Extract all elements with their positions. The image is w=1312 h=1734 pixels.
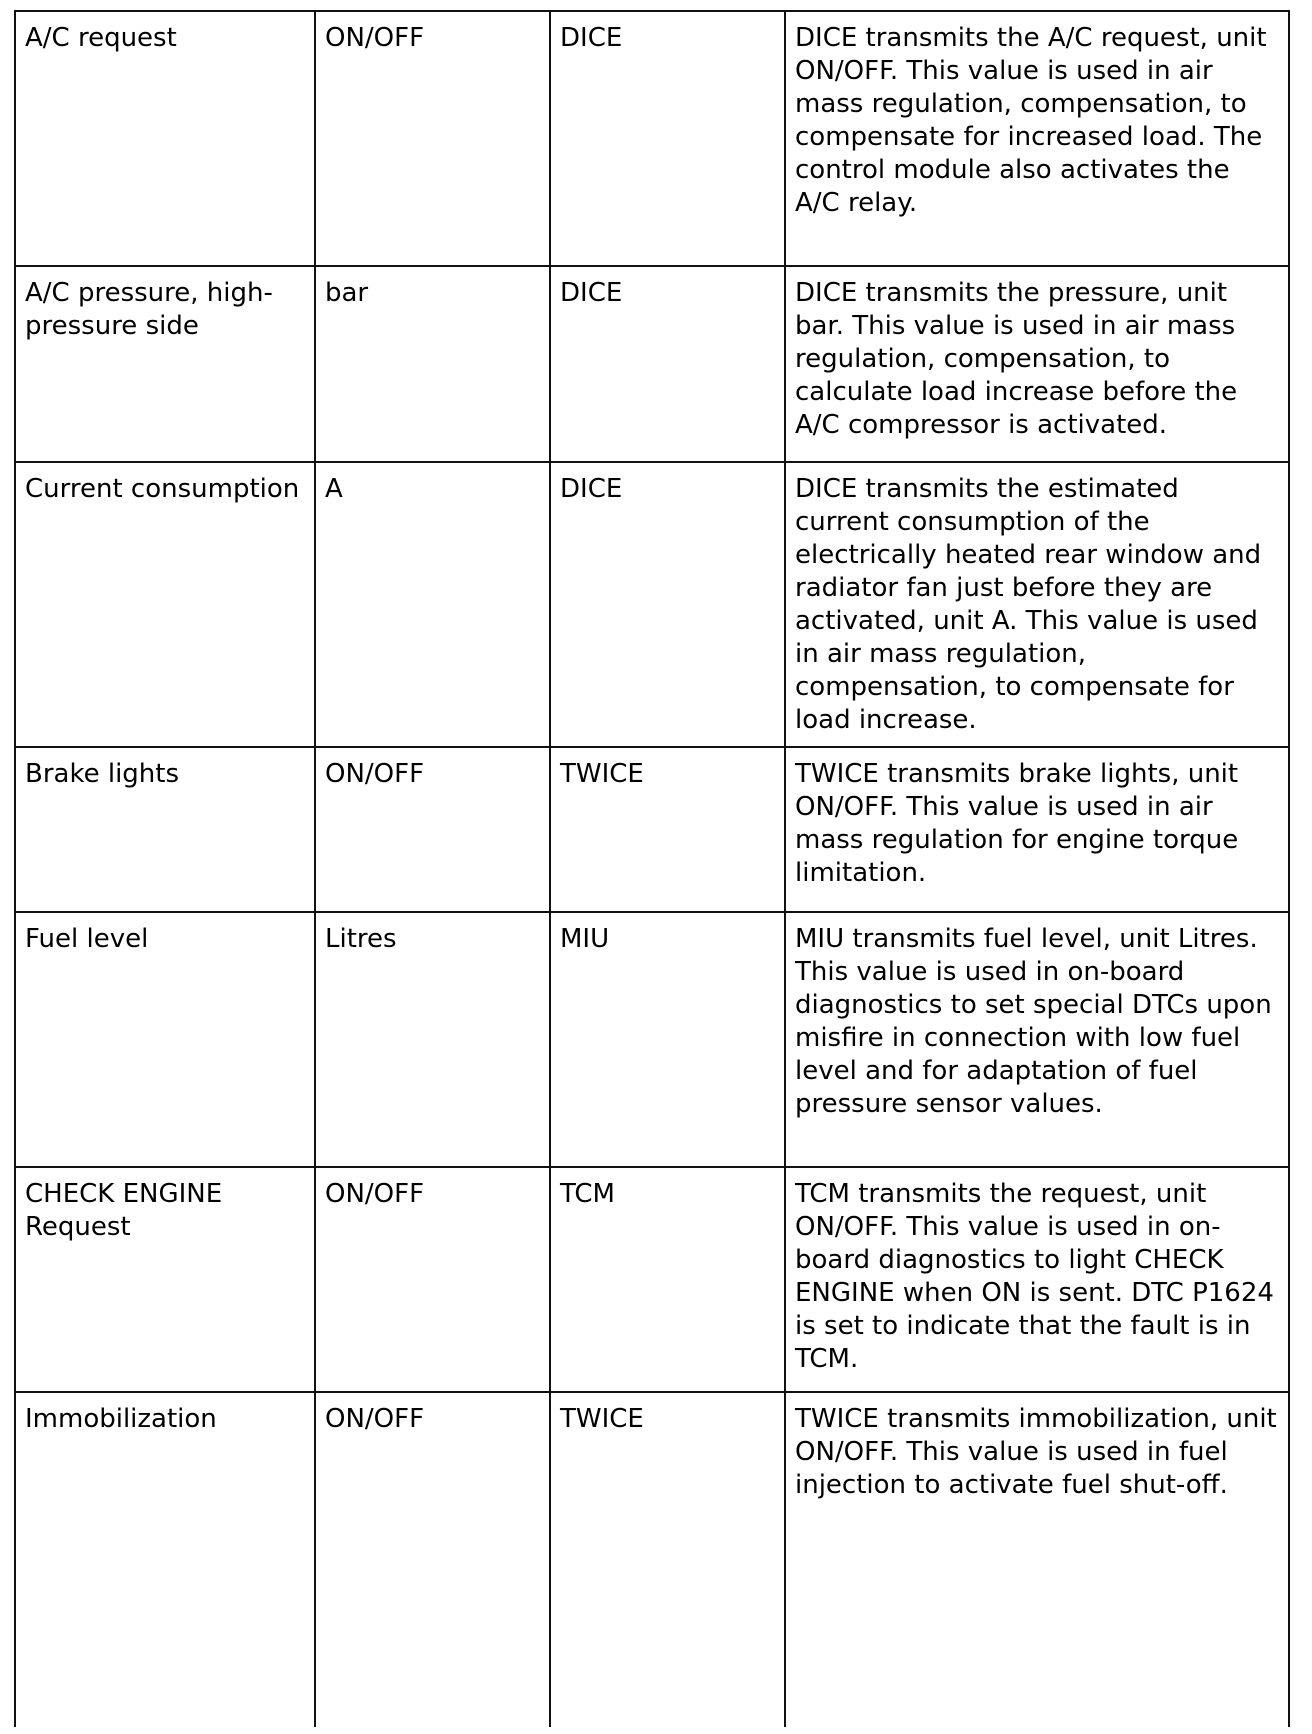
- table-row: [15, 1392, 1289, 1727]
- description-cell: DICE transmits the estimated current consumption of the electrically heated rear window and radiator fan just before they are activated, unit A. This value is used in air mass regulation, compensation, to compensate for load increase.: [785, 462, 1289, 747]
- description-cell: DICE transmits the pressure, unit bar. This value is used in air mass regulation, compensation, to calculate load increase before the A/C compressor is activated.: [785, 266, 1289, 462]
- table-row: [15, 462, 1289, 747]
- description-cell: TWICE transmits immobilization, unit ON/OFF. This value is used in fuel injection to activate fuel shut-off.: [785, 1392, 1289, 1727]
- source-module-cell: DICE: [550, 11, 785, 266]
- unit-cell: ON/OFF: [315, 747, 550, 912]
- source-module-cell: DICE: [550, 462, 785, 747]
- source-module-cell: TWICE: [550, 1392, 785, 1727]
- unit-cell: Litres: [315, 912, 550, 1167]
- source-module-cell: TCM: [550, 1167, 785, 1392]
- signal-name-cell: A/C request: [15, 11, 315, 266]
- description-cell: MIU transmits fuel level, unit Litres. This value is used in on-board diagnostics to set special DTCs upon misfire in connection with low fuel level and for adaptation of fuel pressure sensor values.: [785, 912, 1289, 1167]
- unit-cell: bar: [315, 266, 550, 462]
- source-module-cell: DICE: [550, 266, 785, 462]
- unit-cell: ON/OFF: [315, 1392, 550, 1727]
- description-cell: TWICE transmits brake lights, unit ON/OFF. This value is used in air mass regulation for engine torque limitation.: [785, 747, 1289, 912]
- unit-cell: ON/OFF: [315, 1167, 550, 1392]
- signal-name-cell: A/C pressure, high-pressure side: [15, 266, 315, 462]
- unit-cell: A: [315, 462, 550, 747]
- signal-table: [14, 10, 1290, 1727]
- description-cell: TCM transmits the request, unit ON/OFF. This value is used in on-board diagnostics to light CHECK ENGINE when ON is sent. DTC P1624 is set to indicate that the fault is in TCM.: [785, 1167, 1289, 1392]
- signal-name-cell: Fuel level: [15, 912, 315, 1167]
- signal-name-cell: Brake lights: [15, 747, 315, 912]
- table-row: [15, 266, 1289, 462]
- source-module-cell: MIU: [550, 912, 785, 1167]
- signal-name-cell: Current consumption: [15, 462, 315, 747]
- table-row: [15, 912, 1289, 1167]
- signal-name-cell: Immobilization: [15, 1392, 315, 1727]
- table-row: [15, 11, 1289, 266]
- source-module-cell: TWICE: [550, 747, 785, 912]
- table-row: [15, 1167, 1289, 1392]
- description-cell: DICE transmits the A/C request, unit ON/OFF. This value is used in air mass regulation, compensation, to compensate for increased load. The control module also activates the A/C relay.: [785, 11, 1289, 266]
- signal-name-cell: CHECK ENGINE Request: [15, 1167, 315, 1392]
- unit-cell: ON/OFF: [315, 11, 550, 266]
- table-row: [15, 747, 1289, 912]
